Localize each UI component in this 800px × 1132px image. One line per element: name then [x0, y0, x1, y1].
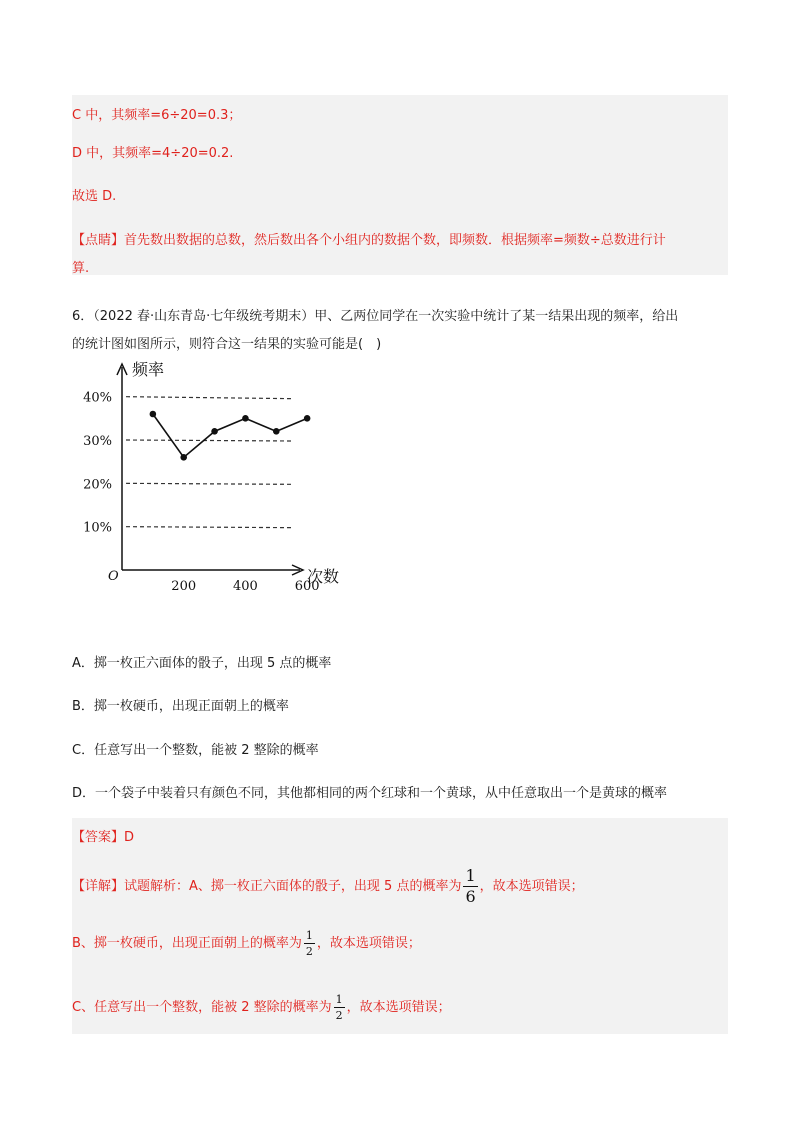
data-point	[273, 428, 280, 435]
data-point	[150, 411, 157, 418]
gridline	[126, 440, 292, 441]
solution-line-c: C 中，其频率=6÷20=0.3；	[72, 108, 242, 123]
fraction-one-half-c	[334, 994, 345, 1021]
detail-tag: 【详解】	[72, 879, 125, 894]
fraction-one-half-b	[304, 930, 315, 957]
series-line	[153, 414, 307, 457]
fraction-denominator: 2	[335, 1009, 343, 1022]
option-d: D．一个袋子中装着只有颜色不同，其他都相同的两个红球和一个黄球，从中任意取出一个是黄球的概率	[72, 786, 668, 801]
x-tick-label: 400	[233, 579, 258, 594]
fraction-one-sixth	[463, 868, 477, 905]
y-tick-label: 30%	[83, 434, 112, 449]
answer-line	[72, 826, 134, 845]
detail-a-text: 试题解析：A、掷一枚正六面体的骰子，出现 5 点的概率为	[124, 879, 462, 894]
tip-line-2: 算.	[72, 261, 90, 276]
y-tick-label: 20%	[83, 477, 112, 493]
detail-line-c	[72, 994, 451, 1021]
gridline	[126, 527, 292, 528]
answer-tag: 【答案】	[72, 830, 125, 845]
data-point	[242, 415, 249, 422]
fraction-numerator: 1	[335, 993, 343, 1006]
detail-line-b	[72, 930, 421, 957]
fraction-numerator: 1	[465, 866, 476, 885]
detail-b-post: ，故本选项错误；	[316, 936, 421, 951]
answer-block	[72, 818, 728, 1034]
detail-c-post: ，故本选项错误；	[346, 1000, 451, 1015]
fraction-denominator: 2	[305, 945, 313, 958]
data-point	[304, 415, 311, 422]
solution-choice: 故选 D.	[72, 189, 117, 204]
x-tick-label: 200	[171, 579, 197, 594]
x-axis-label: 次数	[307, 567, 340, 586]
detail-a-post: ，故本选项错误；	[479, 879, 584, 894]
frequency-line-chart	[70, 355, 340, 605]
tip-line-1	[72, 229, 666, 248]
detail-line-a	[72, 868, 584, 905]
y-tick-label: 40%	[83, 390, 112, 406]
previous-answer-block	[72, 95, 728, 275]
data-point	[180, 454, 187, 461]
gridline	[126, 483, 292, 484]
fraction-numerator: 1	[305, 929, 313, 942]
y-tick-label: 10%	[83, 520, 112, 536]
tip-tag: 【点睛】	[72, 233, 125, 248]
fraction-denominator: 6	[465, 887, 476, 906]
question-line-1: 6．（2022 春·山东青岛·七年级统考期末）甲、乙两位同学在一次实验中统计了某一结果出现的频率，给出	[72, 309, 679, 324]
origin-label: O	[108, 569, 119, 584]
option-b: B．掷一枚硬币，出现正面朝上的概率	[72, 699, 289, 714]
answer-value: D	[124, 830, 135, 845]
question-line-2: 的统计图如图所示，则符合这一结果的实验可能是( )	[72, 337, 382, 352]
x-tick-label: 600	[294, 579, 320, 594]
y-axis-label: 频率	[132, 360, 165, 379]
detail-b-text: B、掷一枚硬币，出现正面朝上的概率为	[72, 936, 302, 951]
tip-text-1: 首先数出数据的总数，然后数出各个小组内的数据个数，即频数．根据频率=频数÷总数进行计	[124, 233, 666, 248]
gridline	[126, 397, 292, 399]
data-point	[211, 428, 218, 435]
option-a: A．掷一枚正六面体的骰子，出现 5 点的概率	[72, 656, 332, 671]
option-c: C．任意写出一个整数，能被 2 整除的概率	[72, 743, 319, 758]
detail-c-text: C、任意写出一个整数，能被 2 整除的概率为	[72, 1000, 332, 1015]
solution-line-d: D 中，其频率=4÷20=0.2.	[72, 146, 234, 161]
